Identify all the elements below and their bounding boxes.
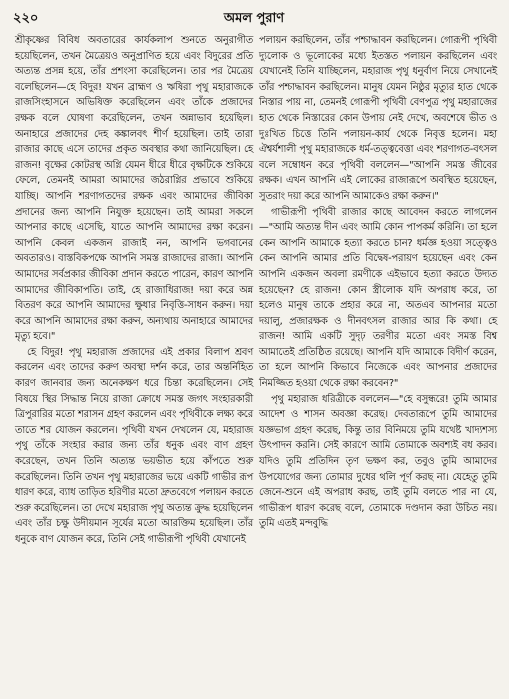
left-column [15, 33, 253, 548]
paragraph: গাভীরূপী পৃথিবী রাজার কাছে আবেদন করতে লাগলেন—"আমি অত্যন্ত দীন এবং আমি কোন পাপকর্ম করিনি। তা হলে কেন আপনি আমাকে হত্যা করতে চান? ধর্মজ্ঞ হওয়া সত্ত্বেও কেন আপনি আমার প্রতি বিদ্বেষ-পরায়ণ হয়েছেন এবং কেন আপনি একজন অবলা রমণীকে এইভাবে হত্যা করতে উদ্যত হয়েছেন? হে রাজন! কোন স্ত্রীলোক যদি অপরাধ করে, তা হলেও মানুষ তাকে প্রহার করে না, অতএব আপনার মতো দয়ালু, প্রজারক্ষক ও দীনবৎসল রাজার আর কি কথা। হে রাজন! আমি একটি সুদৃঢ় তরণীর মতো এবং সমস্ত বিশ্ব আমাতেই প্রতিষ্ঠিত রয়েছে। আপনি যদি আমাকে বিদীর্ণ করেন, তা হলে আপনি কিভাবে নিজেকে এবং আপনার প্রজাদের নিমজ্জিত হওয়া থেকে রক্ষা করবেন?" [259, 206, 497, 390]
right-column [259, 33, 497, 532]
running-title: অমল পুরাণ [223, 11, 285, 26]
paragraph: শ্রীকৃষ্ণের বিবিধ অবতারের কার্যকলাপ শুনতে অনুরাগীত হয়েছিলেন, তখন মৈত্রেয়ও অনুপ্রাণিত হয়ে এবং বিদুরের প্রতি অত্যন্ত প্রসন্ন হয়ে, তাঁর প্রশংসা করেছিলেন। তার পর মৈত্রেয় বলেছিলেন—হে বিদুর! যখন ব্রাহ্মণ ও ঋষিরা পৃথু মহারাজকে রাজসিংহাসনে অভিষিক্ত করেছিলেন এবং তাঁকে প্রজাদের রক্ষক বলে ঘোষণা করেছিলেন, তখন অন্নাভাব হয়েছিল। অনাহারে প্রজাদের দেহ কঙ্কালবৎ শীর্ণ হয়েছিল। তাই তারা রাজার কাছে এসে তাদের প্রকৃত অবস্থার কথা জানিয়েছিল। হে রাজন! বৃক্ষের কোটরস্থ অগ্নি যেমন ধীরে ধীরে বৃক্ষটিকে শুকিয়ে ফেলে, তেমনই আমরা আমাদের জঠরাগ্নির প্রভাবে শুকিয়ে যাচ্ছি। আপনি শরণাগতদের রক্ষক এবং আমাদের জীবিকা প্রদানের জন্য আপনি নিযুক্ত হয়েছেন। তাই আমরা সকলে আপনার কাছে এসেছি, যাতে আপনি আমাদের রক্ষা করেন। আপনি কেবল একজন রাজাই নন, আপনি ভগবানের অবতারও। বাস্তবিকপক্ষে আপনি সমস্ত রাজাদের রাজা। আপনি আমাদের সর্বপ্রকার জীবিকা প্রদান করতে পারেন, কারণ আপনি আমাদের জীবিকাপতি। তাই, হে রাজাধিরাজ! দয়া করে অন্ন বিতরণ করে আপনি আমাদের ক্ষুধার নিবৃত্তি-সাধন করুন। দয়া করে আপনি আমাদের রক্ষা করুন, অন্যথায় অনাহারে আমাদের মৃত্যু হবে।" [15, 35, 253, 343]
paragraph: পৃথু মহারাজ ধরিত্রীকে বললেন—"হে বসুন্ধরে! তুমি আমার আদেশ ও শাসন অবজ্ঞা করেছ। দেবতারূপে তুমি আমাদের যজ্ঞভাগ গ্রহণ করেছ, কিন্তু তার বিনিময়ে তুমি যথেষ্ট খাদ্যশস্য উৎপাদন করনি। সেই কারণে আমি তোমাকে অবশ্যই বধ করব। যদিও তুমি প্রতিদিন তৃণ ভক্ষণ কর, তবুও তুমি আমাদের উপযোগের জন্য তোমার দুধের থলি পূর্ণ করছ না। যেহেতু তুমি জেনে-শুনে এই অপরাধ করছ, তাই তুমি বলতে পার না যে, গাভীরূপ ধারণ করেছ বলে, তোমাকে দণ্ডদান করা উচিত নয়। তুমি এতই মন্দবুদ্ধি [259, 393, 497, 530]
paragraph: হে বিদুর! পৃথু মহারাজ প্রজাদের এই প্রকার বিলাপ শ্রবণ করলেন এবং তাদের করুণ অবস্থা দর্শন করে, তার অন্তর্নিহিত কারণ জানবার জন্য অনেকক্ষণ ধরে চিন্তা করেছিলেন। সেই বিষয়ে স্থির সিদ্ধান্ত নিয়ে রাজা ক্রোধে সমস্ত জগৎ সংহারকারী ত্রিপুরারির মতো শরাসন গ্রহণ করলেন এবং পৃথিবীকে লক্ষ্য করে তাতে শর যোজন করলেন। পৃথিবী যখন দেখলেন যে, মহারাজ পৃথু তাঁকে সংহার করার জন্য তাঁর ধনুক এবং বাণ গ্রহণ করেছেন, তখন তিনি অত্যন্ত ভয়ভীত হয়ে কাঁপতে শুরু করেছিলেন। তিনি তখন পৃথু মহারাজের ভয়ে একটি গাভীর রূপ ধারণ করে, ব্যাধ তাড়িত হরিণীর মতো দ্রুতবেগে পলায়ন করতে শুরু করেছিলেন। তা দেখে মহারাজ পৃথু অত্যন্ত ক্রুদ্ধ হয়েছিলেন এবং তাঁর চক্ষু উদীয়মান সূর্যের মতো আরক্তিম হয়েছিল। তাঁর ধনুকে বাণ যোজন করে, তিনি সেই গাভীরূপী পৃথিবী যেখানেই [15, 346, 253, 545]
page-number: ২২০ [13, 11, 39, 26]
page-header [13, 5, 495, 27]
paragraph: পলায়ন করছিলেন, তাঁর পশ্চাদ্ধাবন করছিলেন। গোরূপী পৃথিবী দ্যুলোক ও ভূলোকের মধ্যে ইতস্তত পলায়ন করছিলেন এবং যেখানেই তিনি যাচ্ছিলেন, মহারাজ পৃথু ধনুর্বাণ নিয়ে সেখানেই তাঁর পশ্চাদ্ধাবন করছিলেন। মানুষ যেমন নিষ্ঠুর মৃত্যুর হাত থেকে নিস্তার পায় না, তেমনই গোরূপী পৃথিবী বেণপুত্র পৃথু মহারাজের হাত থেকে নিস্তারের কোন উপায় নেই দেখে, অবশেষে ভীত ও দুঃখিত চিত্তে তিনি পলায়ন-কার্য থেকে নিবৃত্ত হলেন। মহা ঐশ্বর্যশালী পৃথু মহারাজকে ধর্ম-তত্ত্ববেত্তা এবং শরণাগত-বৎসল বলে সম্বোধন করে পৃথিবী বললেন—"আপনি সমস্ত জীবের রক্ষক। এখন আপনি এই লোকের রাজারূপে অবস্থিত হয়েছেন, সুতরাং দয়া করে আপনি আমাকেও রক্ষা করুন।" [259, 35, 497, 202]
